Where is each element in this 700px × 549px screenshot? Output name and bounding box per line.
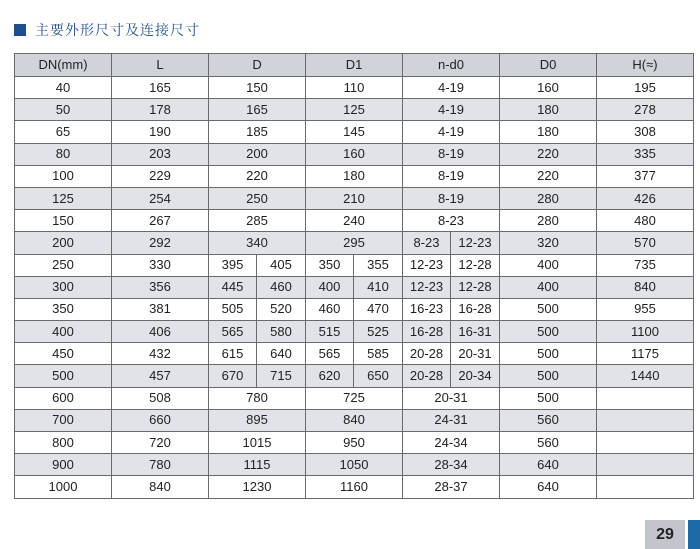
d1-cell: 840 xyxy=(306,409,403,431)
dn-cell: 150 xyxy=(15,210,112,232)
dn-cell: 350 xyxy=(15,298,112,320)
d-cell: 670 xyxy=(209,365,257,387)
dn-cell: 400 xyxy=(15,321,112,343)
d-cell: 780 xyxy=(209,387,306,409)
h-cell xyxy=(597,432,694,454)
column-header: D0 xyxy=(500,54,597,77)
nd0-cell: 8-23 xyxy=(403,210,500,232)
d1-cell: 145 xyxy=(306,121,403,143)
d1-cell: 725 xyxy=(306,387,403,409)
d1-cell: 1050 xyxy=(306,454,403,476)
d1-cell: 565 xyxy=(306,343,354,365)
table-row xyxy=(15,276,694,298)
d0-cell: 500 xyxy=(500,387,597,409)
table-row xyxy=(15,77,694,99)
table-row xyxy=(15,165,694,187)
d0-cell: 180 xyxy=(500,121,597,143)
h-cell: 335 xyxy=(597,143,694,165)
d-cell: 200 xyxy=(209,143,306,165)
d1-cell: 470 xyxy=(354,298,403,320)
nd0-cell: 12-23 xyxy=(451,232,500,254)
dn-cell: 1000 xyxy=(15,476,112,498)
nd0-cell: 28-34 xyxy=(403,454,500,476)
d1-cell: 950 xyxy=(306,432,403,454)
table-row xyxy=(15,454,694,476)
d1-cell: 515 xyxy=(306,321,354,343)
table-row xyxy=(15,99,694,121)
nd0-cell: 24-31 xyxy=(403,409,500,431)
section-heading xyxy=(14,20,200,40)
d-cell: 460 xyxy=(257,276,306,298)
d1-cell: 110 xyxy=(306,77,403,99)
d-cell: 185 xyxy=(209,121,306,143)
nd0-cell: 4-19 xyxy=(403,121,500,143)
d1-cell: 400 xyxy=(306,276,354,298)
d0-cell: 160 xyxy=(500,77,597,99)
d0-cell: 400 xyxy=(500,254,597,276)
nd0-cell: 12-28 xyxy=(451,276,500,298)
h-cell: 1175 xyxy=(597,343,694,365)
table-row xyxy=(15,254,694,276)
d0-cell: 320 xyxy=(500,232,597,254)
dn-cell: 700 xyxy=(15,409,112,431)
d-cell: 1230 xyxy=(209,476,306,498)
d1-cell: 210 xyxy=(306,187,403,209)
nd0-cell: 8-19 xyxy=(403,143,500,165)
column-header: H(≈) xyxy=(597,54,694,77)
d-cell: 715 xyxy=(257,365,306,387)
nd0-cell: 20-28 xyxy=(403,343,451,365)
nd0-cell: 12-23 xyxy=(403,254,451,276)
h-cell xyxy=(597,387,694,409)
d-cell: 520 xyxy=(257,298,306,320)
d0-cell: 180 xyxy=(500,99,597,121)
square-bullet-icon xyxy=(14,24,26,36)
dn-cell: 200 xyxy=(15,232,112,254)
h-cell: 840 xyxy=(597,276,694,298)
l-cell: 457 xyxy=(112,365,209,387)
nd0-cell: 20-31 xyxy=(403,387,500,409)
dn-cell: 80 xyxy=(15,143,112,165)
d-cell: 405 xyxy=(257,254,306,276)
d1-cell: 240 xyxy=(306,210,403,232)
l-cell: 660 xyxy=(112,409,209,431)
d0-cell: 280 xyxy=(500,210,597,232)
d-cell: 615 xyxy=(209,343,257,365)
nd0-cell: 24-34 xyxy=(403,432,500,454)
d0-cell: 560 xyxy=(500,432,597,454)
d0-cell: 500 xyxy=(500,298,597,320)
d0-cell: 500 xyxy=(500,343,597,365)
d0-cell: 400 xyxy=(500,276,597,298)
nd0-cell: 16-23 xyxy=(403,298,451,320)
d-cell: 285 xyxy=(209,210,306,232)
d0-cell: 220 xyxy=(500,143,597,165)
d0-cell: 640 xyxy=(500,476,597,498)
dn-cell: 300 xyxy=(15,276,112,298)
l-cell: 356 xyxy=(112,276,209,298)
dn-cell: 65 xyxy=(15,121,112,143)
d1-cell: 410 xyxy=(354,276,403,298)
table-row xyxy=(15,409,694,431)
d0-cell: 500 xyxy=(500,321,597,343)
table-row xyxy=(15,343,694,365)
l-cell: 190 xyxy=(112,121,209,143)
table-row xyxy=(15,387,694,409)
d0-cell: 220 xyxy=(500,165,597,187)
d1-cell: 180 xyxy=(306,165,403,187)
d1-cell: 650 xyxy=(354,365,403,387)
d1-cell: 585 xyxy=(354,343,403,365)
d1-cell: 525 xyxy=(354,321,403,343)
h-cell: 308 xyxy=(597,121,694,143)
section-title: 主要外形尺寸及连接尺寸 xyxy=(35,23,200,39)
l-cell: 330 xyxy=(112,254,209,276)
h-cell: 1440 xyxy=(597,365,694,387)
nd0-cell: 12-23 xyxy=(403,276,451,298)
l-cell: 432 xyxy=(112,343,209,365)
table-row xyxy=(15,321,694,343)
d-cell: 395 xyxy=(209,254,257,276)
d-cell: 150 xyxy=(209,77,306,99)
dn-cell: 900 xyxy=(15,454,112,476)
h-cell: 735 xyxy=(597,254,694,276)
dn-cell: 250 xyxy=(15,254,112,276)
nd0-cell: 28-37 xyxy=(403,476,500,498)
d0-cell: 280 xyxy=(500,187,597,209)
d-cell: 250 xyxy=(209,187,306,209)
d-cell: 565 xyxy=(209,321,257,343)
nd0-cell: 8-23 xyxy=(403,232,451,254)
l-cell: 165 xyxy=(112,77,209,99)
h-cell xyxy=(597,409,694,431)
d1-cell: 160 xyxy=(306,143,403,165)
d-cell: 895 xyxy=(209,409,306,431)
dn-cell: 800 xyxy=(15,432,112,454)
l-cell: 720 xyxy=(112,432,209,454)
d-cell: 1115 xyxy=(209,454,306,476)
nd0-cell: 8-19 xyxy=(403,165,500,187)
d0-cell: 640 xyxy=(500,454,597,476)
d1-cell: 295 xyxy=(306,232,403,254)
page-number: 29 xyxy=(645,520,685,549)
nd0-cell: 16-28 xyxy=(451,298,500,320)
table-row xyxy=(15,232,694,254)
dn-cell: 450 xyxy=(15,343,112,365)
dn-cell: 500 xyxy=(15,365,112,387)
h-cell xyxy=(597,476,694,498)
dn-cell: 100 xyxy=(15,165,112,187)
d1-cell: 460 xyxy=(306,298,354,320)
column-header: n-d0 xyxy=(403,54,500,77)
column-header: L xyxy=(112,54,209,77)
table-row xyxy=(15,476,694,498)
column-header: DN(mm) xyxy=(15,54,112,77)
d-cell: 165 xyxy=(209,99,306,121)
d-cell: 640 xyxy=(257,343,306,365)
nd0-cell: 16-31 xyxy=(451,321,500,343)
l-cell: 229 xyxy=(112,165,209,187)
d-cell: 445 xyxy=(209,276,257,298)
d-cell: 220 xyxy=(209,165,306,187)
table-row xyxy=(15,187,694,209)
l-cell: 840 xyxy=(112,476,209,498)
d0-cell: 560 xyxy=(500,409,597,431)
h-cell: 377 xyxy=(597,165,694,187)
h-cell: 195 xyxy=(597,77,694,99)
table-row xyxy=(15,432,694,454)
d0-cell: 500 xyxy=(500,365,597,387)
nd0-cell: 20-34 xyxy=(451,365,500,387)
d-cell: 505 xyxy=(209,298,257,320)
column-header: D1 xyxy=(306,54,403,77)
d-cell: 340 xyxy=(209,232,306,254)
l-cell: 178 xyxy=(112,99,209,121)
l-cell: 780 xyxy=(112,454,209,476)
nd0-cell: 4-19 xyxy=(403,77,500,99)
l-cell: 381 xyxy=(112,298,209,320)
d1-cell: 350 xyxy=(306,254,354,276)
nd0-cell: 20-31 xyxy=(451,343,500,365)
table-header-row xyxy=(15,54,694,77)
h-cell: 570 xyxy=(597,232,694,254)
nd0-cell: 12-28 xyxy=(451,254,500,276)
d-cell: 580 xyxy=(257,321,306,343)
dn-cell: 40 xyxy=(15,77,112,99)
h-cell: 955 xyxy=(597,298,694,320)
h-cell: 1100 xyxy=(597,321,694,343)
h-cell: 278 xyxy=(597,99,694,121)
dn-cell: 125 xyxy=(15,187,112,209)
table-row xyxy=(15,210,694,232)
nd0-cell: 16-28 xyxy=(403,321,451,343)
l-cell: 508 xyxy=(112,387,209,409)
l-cell: 267 xyxy=(112,210,209,232)
l-cell: 203 xyxy=(112,143,209,165)
h-cell: 480 xyxy=(597,210,694,232)
table-row xyxy=(15,298,694,320)
d1-cell: 355 xyxy=(354,254,403,276)
d1-cell: 125 xyxy=(306,99,403,121)
dn-cell: 600 xyxy=(15,387,112,409)
h-cell: 426 xyxy=(597,187,694,209)
l-cell: 406 xyxy=(112,321,209,343)
dn-cell: 50 xyxy=(15,99,112,121)
column-header: D xyxy=(209,54,306,77)
table-row xyxy=(15,143,694,165)
page-accent-bar xyxy=(688,520,700,549)
d-cell: 1015 xyxy=(209,432,306,454)
l-cell: 254 xyxy=(112,187,209,209)
table-row xyxy=(15,365,694,387)
nd0-cell: 20-28 xyxy=(403,365,451,387)
d1-cell: 1160 xyxy=(306,476,403,498)
nd0-cell: 8-19 xyxy=(403,187,500,209)
dimensions-table xyxy=(14,53,694,499)
h-cell xyxy=(597,454,694,476)
table-row xyxy=(15,121,694,143)
l-cell: 292 xyxy=(112,232,209,254)
nd0-cell: 4-19 xyxy=(403,99,500,121)
d1-cell: 620 xyxy=(306,365,354,387)
